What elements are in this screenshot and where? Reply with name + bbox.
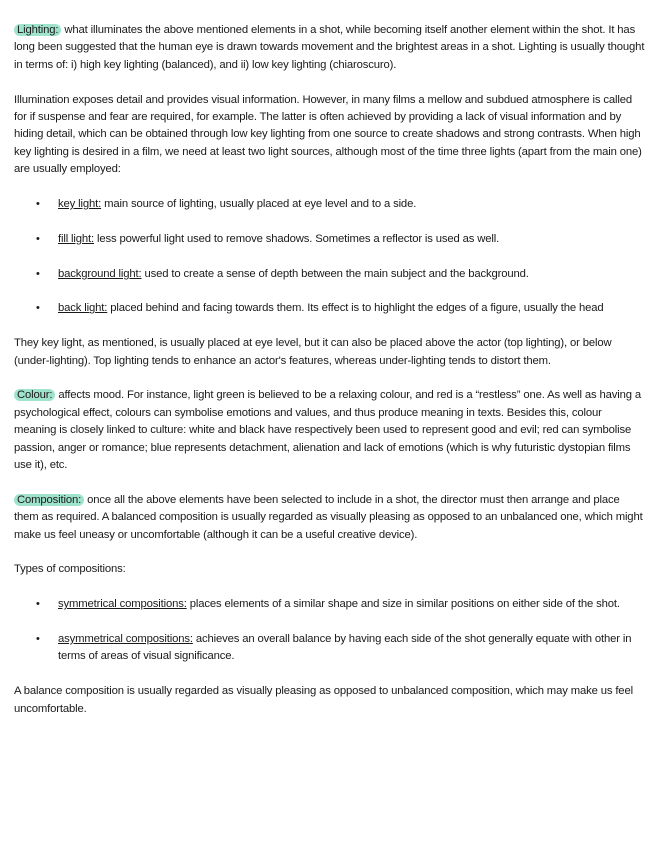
composition-term-highlight: Composition:: [14, 494, 84, 506]
symmetrical-text: places elements of a similar shape and size in similar positions on either side of the shot.: [186, 598, 620, 611]
lighting-term-highlight: Lighting:: [14, 24, 61, 36]
key-light-paragraph: They key light, as mentioned, is usually placed at eye level, but it can also be placed above the actor (top lighting), or below (under-lighting). Top lighting tends to enhance an actor's features, whereas under-lighting tends to distort them.: [14, 337, 612, 367]
colour-text: affects mood. For instance, light green is believed to be a relaxing colour, and red is a “restless” one. As well as having a psychological effect, colours can symbolise emotions and values, and thus produce meaning in texts. Besides this, colour meaning is closely linked to culture: white and black have respectively been used to represent good and evil; red can symbolise passion, anger or romance; blue represents detachment, alienation and lack of emotions (which is why futuristic dystopian films use it), etc.: [14, 389, 641, 472]
lighting-paragraph: [14, 22, 646, 74]
composition-paragraph: [14, 492, 646, 544]
bullet-icon: •: [36, 267, 40, 280]
asymmetrical-term: asymmetrical compositions:: [58, 633, 193, 646]
illumination-paragraph: Illumination exposes detail and provides visual information. However, in many films a mellow and subdued atmosphere is called for if suspense and fear are required, for example. The latter is often achieved by providing a lack of visual information and by hiding detail, which can be obtained through low key lighting from one source to create shadows and strong contrasts. When high key lighting is desired in a film, we need at least two light sources, although most of the time three lights (apart from the main one) are usually employed:: [14, 93, 642, 176]
lights-list: [14, 196, 646, 318]
list-item: [14, 631, 646, 666]
symmetrical-term: symmetrical compositions:: [58, 598, 187, 611]
compositions-list: [14, 596, 646, 666]
composition-text: once all the above elements have been selected to include in a shot, the director must then arrange and place them as required. A balanced composition is usually regarded as visually pleasing as opposed to an unbalanced one, which might make us feel uneasy or uncomfortable (although it can be a useful creative device).: [14, 493, 643, 541]
fill-light-text: less powerful light used to remove shadows. Sometimes a reflector is used as well.: [94, 232, 500, 245]
bullet-icon: •: [36, 232, 40, 245]
background-light-term: background light:: [58, 267, 142, 280]
bullet-icon: •: [36, 598, 40, 611]
types-heading: Types of compositions:: [14, 563, 126, 576]
list-item: [14, 196, 646, 213]
key-light-text: main source of lighting, usually placed at eye level and to a side.: [101, 198, 417, 211]
background-light-text: used to create a sense of depth between the main subject and the background.: [141, 267, 529, 280]
key-light-term: key light:: [58, 198, 102, 211]
bullet-icon: •: [36, 633, 40, 646]
colour-paragraph: [14, 387, 646, 474]
list-item: [14, 596, 646, 613]
asymmetrical-text: achieves an overall balance by having each side of the shot generally equate with other in terms of areas of visual significance.: [58, 633, 632, 663]
list-item: [14, 266, 646, 283]
colour-term-highlight: Colour:: [14, 389, 55, 401]
bullet-icon: •: [36, 198, 40, 211]
fill-light-term: fill light:: [58, 232, 95, 245]
bullet-icon: •: [36, 302, 40, 315]
list-item: [14, 300, 646, 317]
back-light-term: back light:: [58, 302, 108, 315]
closing-paragraph: A balance composition is usually regarded as visually pleasing as opposed to unbalanced composition, which may make us feel uncomfortable.: [14, 685, 633, 715]
lighting-text: what illuminates the above mentioned elements in a shot, while becoming itself another element within the shot. It has long been suggested that the human eye is drawn towards movement and the brightest areas in a shot. Lighting is usually thought in terms of: i) high key lighting (balanced), and ii) low key lighting (chiaroscuro).: [14, 24, 645, 71]
back-light-text: placed behind and facing towards them. Its effect is to highlight the edges of a figure, usually the head: [107, 302, 604, 315]
list-item: [14, 231, 646, 248]
